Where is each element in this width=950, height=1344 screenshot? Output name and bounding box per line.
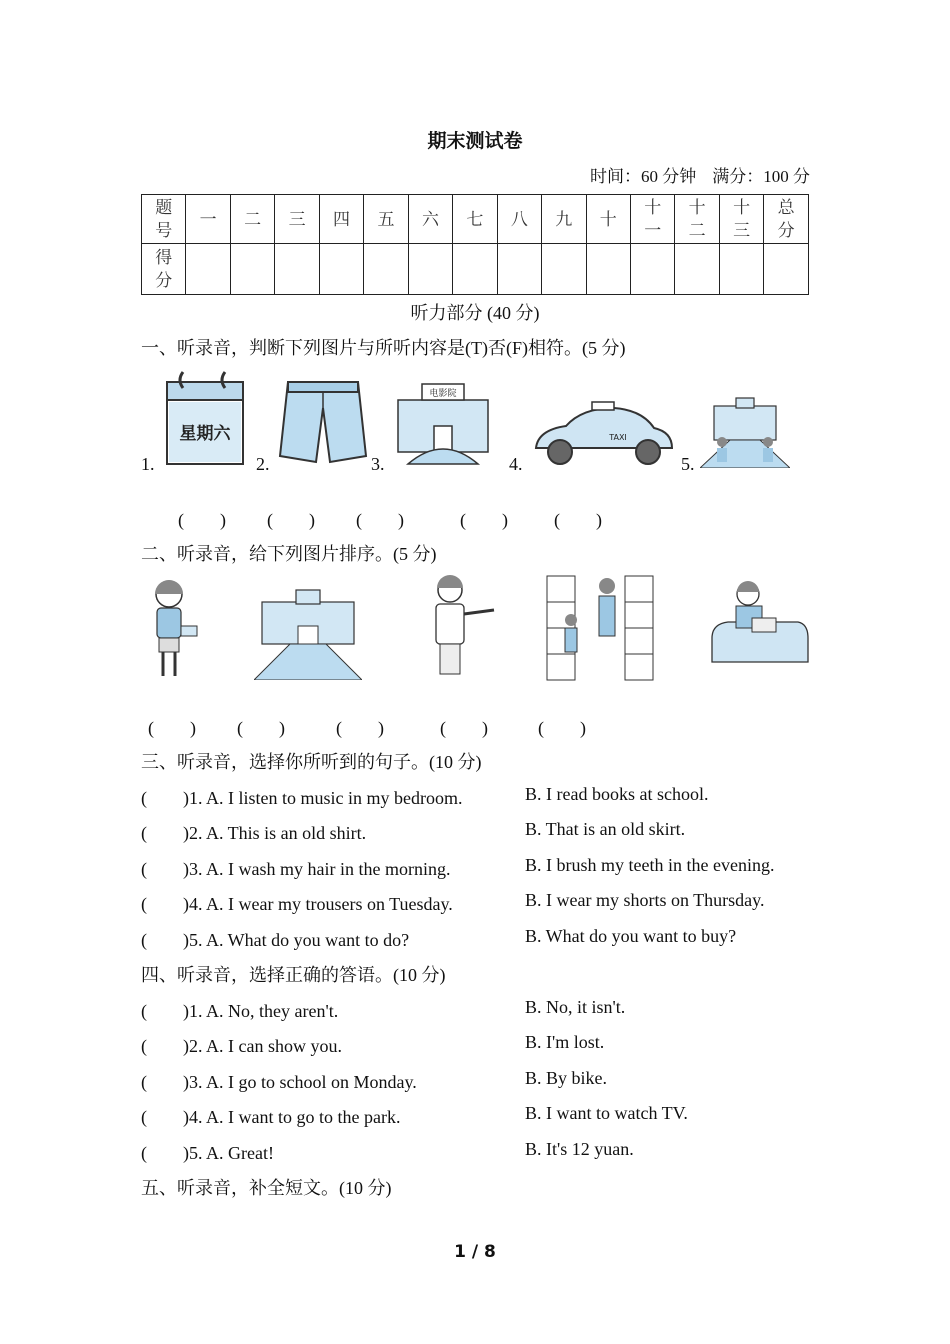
s1-label-3: 3. bbox=[371, 454, 385, 474]
score-cell[interactable] bbox=[319, 244, 363, 295]
s3-q1-option-a[interactable]: ( )1. A. I listen to music in my bedroom. bbox=[141, 788, 463, 808]
score-cell[interactable] bbox=[764, 244, 809, 295]
shorts-image bbox=[278, 378, 368, 466]
exam-meta bbox=[574, 162, 810, 187]
section3-title: 三、听录音，选择你所听到的句子。(10 分) bbox=[141, 752, 482, 772]
full-score: 满分：100 分 bbox=[712, 167, 810, 186]
page-title: 期末测试卷 bbox=[427, 130, 523, 152]
s3-q4-option-b[interactable]: B. I wear my shorts on Thursday. bbox=[525, 890, 765, 910]
score-cell[interactable] bbox=[586, 244, 630, 295]
score-table-header-cell: 十 一 bbox=[630, 195, 674, 244]
taxi-text: TAXI bbox=[609, 433, 627, 442]
taxi-image bbox=[530, 400, 676, 468]
score-table-header-row bbox=[142, 195, 809, 244]
s2-answer-4[interactable]: ( ) bbox=[440, 718, 488, 738]
s1-answer-1[interactable]: ( ) bbox=[178, 510, 226, 530]
s4-question-3 bbox=[141, 1068, 821, 1094]
s3-q1-option-b[interactable]: B. I read books at school. bbox=[525, 784, 709, 804]
s4-q2-option-b[interactable]: B. I'm lost. bbox=[525, 1032, 605, 1052]
s4-q1-option-a[interactable]: ( )1. A. No, they aren't. bbox=[141, 1001, 339, 1021]
s1-answer-4[interactable]: ( ) bbox=[460, 510, 508, 530]
score-cell[interactable] bbox=[630, 244, 674, 295]
s3-q5-option-a[interactable]: ( )5. A. What do you want to do? bbox=[141, 930, 410, 950]
s1-answer-2[interactable]: ( ) bbox=[267, 510, 315, 530]
score-table-header-cell: 九 bbox=[542, 195, 586, 244]
score-table-total-header: 总 分 bbox=[764, 195, 809, 244]
score-table-header-cell: 三 bbox=[275, 195, 319, 244]
section4-title: 四、听录音，选择正确的答语。(10 分) bbox=[141, 965, 446, 985]
s4-q4-option-a[interactable]: ( )4. A. I want to go to the park. bbox=[141, 1107, 401, 1127]
s3-q3-option-a[interactable]: ( )3. A. I wash my hair in the morning. bbox=[141, 859, 451, 879]
supermarket-image bbox=[545, 574, 655, 682]
section5-title: 五、听录音，补全短文。(10 分) bbox=[141, 1178, 392, 1198]
listening-header: 听力部分 (40 分) bbox=[410, 303, 540, 323]
s3-q3-option-b[interactable]: B. I brush my teeth in the evening. bbox=[525, 855, 775, 875]
s1-label-4: 4. bbox=[509, 454, 523, 474]
score-cell[interactable] bbox=[719, 244, 763, 295]
s3-q2-option-a[interactable]: ( )2. A. This is an old shirt. bbox=[141, 823, 367, 843]
score-table-header-cell: 八 bbox=[497, 195, 541, 244]
s2-answer-3[interactable]: ( ) bbox=[336, 718, 384, 738]
s4-q5-option-a[interactable]: ( )5. A. Great! bbox=[141, 1143, 274, 1163]
s4-q1-option-b[interactable]: B. No, it isn't. bbox=[525, 997, 626, 1017]
s3-question-1 bbox=[141, 784, 821, 810]
s4-q5-option-b[interactable]: B. It's 12 yuan. bbox=[525, 1139, 634, 1159]
s1-label-1: 1. bbox=[141, 454, 155, 474]
score-cell[interactable] bbox=[230, 244, 274, 295]
score-table-row-label: 得 分 bbox=[142, 244, 186, 295]
score-cell[interactable] bbox=[542, 244, 586, 295]
girl-on-bed-image bbox=[708, 578, 810, 672]
score-table-header-label: 题 号 bbox=[142, 195, 186, 244]
score-table-header-cell: 十 三 bbox=[719, 195, 763, 244]
s4-question-4 bbox=[141, 1103, 821, 1129]
page-number: 1 / 8 bbox=[454, 1242, 496, 1262]
score-cell[interactable] bbox=[275, 244, 319, 295]
s3-question-3 bbox=[141, 855, 821, 881]
score-cell[interactable] bbox=[675, 244, 719, 295]
s4-q3-option-a[interactable]: ( )3. A. I go to school on Monday. bbox=[141, 1072, 417, 1092]
score-table bbox=[141, 194, 809, 295]
s2-answer-5[interactable]: ( ) bbox=[538, 718, 586, 738]
s3-q2-option-b[interactable]: B. That is an old skirt. bbox=[525, 819, 686, 839]
s1-label-2: 2. bbox=[256, 454, 270, 474]
s2-answer-1[interactable]: ( ) bbox=[148, 718, 196, 738]
score-cell[interactable] bbox=[497, 244, 541, 295]
s1-answer-5[interactable]: ( ) bbox=[554, 510, 602, 530]
score-table-header-cell: 五 bbox=[364, 195, 408, 244]
score-table-header-cell: 十 二 bbox=[675, 195, 719, 244]
score-cell[interactable] bbox=[186, 244, 230, 295]
s4-question-1 bbox=[141, 997, 821, 1023]
s3-q5-option-b[interactable]: B. What do you want to buy? bbox=[525, 926, 737, 946]
score-table-header-cell: 二 bbox=[230, 195, 274, 244]
section1-title: 一、听录音，判断下列图片与所听内容是(T)否(F)相符。(5 分) bbox=[141, 338, 626, 358]
section2-title: 二、听录音，给下列图片排序。(5 分) bbox=[141, 544, 437, 564]
score-table-header-cell: 四 bbox=[319, 195, 363, 244]
score-cell[interactable] bbox=[408, 244, 452, 295]
score-cell[interactable] bbox=[453, 244, 497, 295]
s1-answer-3[interactable]: ( ) bbox=[356, 510, 404, 530]
s2-answer-2[interactable]: ( ) bbox=[237, 718, 285, 738]
cinema-text: 电影院 bbox=[429, 389, 457, 399]
school-children-image bbox=[700, 392, 790, 468]
s3-question-5 bbox=[141, 926, 821, 952]
score-table-header-cell: 七 bbox=[453, 195, 497, 244]
s1-label-5: 5. bbox=[681, 454, 695, 474]
s4-question-5 bbox=[141, 1139, 821, 1165]
s4-q3-option-b[interactable]: B. By bike. bbox=[525, 1068, 608, 1088]
s3-question-4 bbox=[141, 890, 821, 916]
score-table-score-row bbox=[142, 244, 809, 295]
score-table-header-cell: 十 bbox=[586, 195, 630, 244]
s4-question-2 bbox=[141, 1032, 821, 1058]
time-limit: 时间：60 分钟 bbox=[590, 167, 697, 186]
score-table-header-cell: 六 bbox=[408, 195, 452, 244]
calendar-text: 星期六 bbox=[179, 424, 231, 444]
school-building-image bbox=[254, 584, 362, 680]
calendar-image bbox=[163, 368, 249, 468]
s4-q2-option-a[interactable]: ( )2. A. I can show you. bbox=[141, 1036, 342, 1056]
score-table-header-cell: 一 bbox=[186, 195, 230, 244]
girl-headphones-image bbox=[141, 576, 207, 680]
s3-q4-option-a[interactable]: ( )4. A. I wear my trousers on Tuesday. bbox=[141, 894, 453, 914]
cinema-image bbox=[394, 380, 492, 466]
score-cell[interactable] bbox=[364, 244, 408, 295]
girl-pointing-image bbox=[420, 574, 498, 680]
s4-q4-option-b[interactable]: B. I want to watch TV. bbox=[525, 1103, 688, 1123]
s3-question-2 bbox=[141, 819, 821, 845]
